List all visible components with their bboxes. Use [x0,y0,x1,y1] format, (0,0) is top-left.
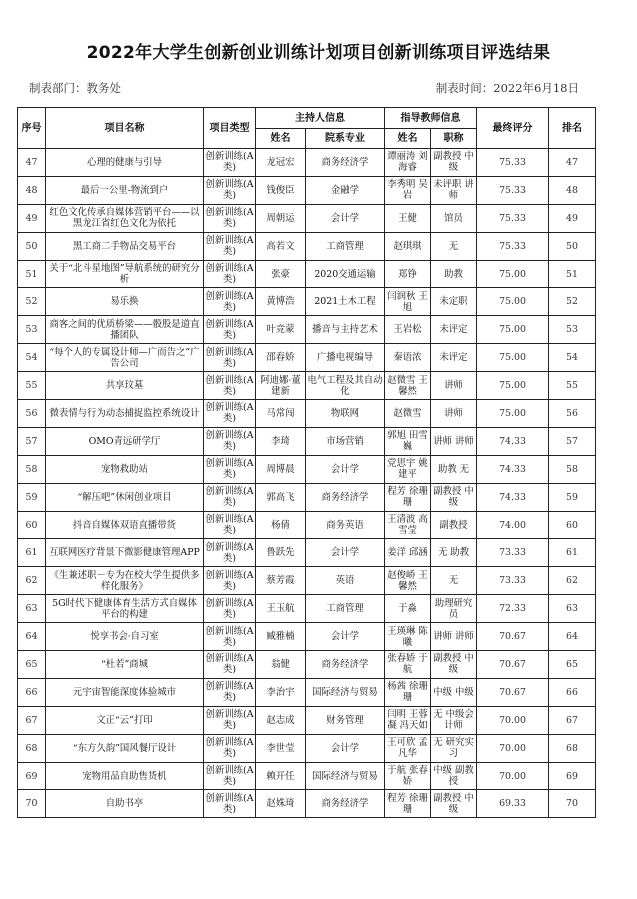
row-host-name: 黄博浩 [256,288,306,316]
row-host-major: 播音与主持艺术 [306,316,385,344]
row-advisor-title: 助理研究员 [431,595,477,623]
row-host-name: 高若文 [256,232,306,260]
row-host-major: 会计学 [306,204,385,232]
table-row [18,316,596,344]
header-host-info: 主持人信息 [256,108,385,129]
header-host-name: 姓名 [256,129,306,149]
row-project-type: 创新训练(A类) [204,204,256,232]
row-host-name: 蔡芳霞 [256,567,306,595]
row-advisor-name: 赵微雪 王馨然 [385,372,431,400]
row-rank: 62 [549,567,596,595]
table-row [18,232,596,260]
row-rank: 60 [549,511,596,539]
results-table [17,107,596,818]
row-seq: 69 [18,762,46,790]
header-score: 最终评分 [477,108,549,149]
row-project-type: 创新训练(A类) [204,651,256,679]
row-host-major: 会计学 [306,455,385,483]
table-row [18,204,596,232]
row-host-major: 商务经济学 [306,790,385,818]
row-rank: 53 [549,316,596,344]
row-project-type: 创新训练(A类) [204,483,256,511]
row-seq: 56 [18,400,46,428]
row-rank: 64 [549,623,596,651]
row-advisor-title: 中级 副教授 [431,762,477,790]
header-project-type: 项目类型 [204,108,256,149]
row-project-type: 创新训练(A类) [204,706,256,734]
row-score: 75.33 [477,232,549,260]
table-row [18,790,596,818]
row-advisor-name: 党思宇 姚建平 [385,455,431,483]
row-score: 74.33 [477,455,549,483]
table-row [18,623,596,651]
row-host-name: 鲁跃先 [256,539,306,567]
table-row [18,595,596,623]
header-seq: 序号 [18,108,46,149]
row-seq: 59 [18,483,46,511]
row-score: 73.33 [477,567,549,595]
row-advisor-title: 副教授 中级 [431,483,477,511]
table-row [18,734,596,762]
row-rank: 59 [549,483,596,511]
row-host-name: 周博晨 [256,455,306,483]
row-rank: 66 [549,678,596,706]
row-score: 75.00 [477,316,549,344]
row-rank: 70 [549,790,596,818]
row-host-name: 赵姝琦 [256,790,306,818]
row-host-name: 翁健 [256,651,306,679]
row-project-name: OMO青远研学厅 [46,427,204,455]
row-advisor-title: 讲师 [431,400,477,428]
row-project-name: 悦享书会·自习室 [46,623,204,651]
table-row [18,260,596,288]
row-score: 70.00 [477,706,549,734]
row-host-name: 龙冠宏 [256,149,306,177]
row-seq: 70 [18,790,46,818]
row-advisor-name: 郭旭 田雪巍 [385,427,431,455]
row-score: 75.33 [477,176,549,204]
header-advisor-title: 职称 [431,129,477,149]
row-project-name: 黑工商二手物品交易平台 [46,232,204,260]
row-project-name: 商客之间的优质桥梁——骰股是道直播团队 [46,316,204,344]
row-rank: 58 [549,455,596,483]
row-seq: 47 [18,149,46,177]
row-advisor-name: 王健 [385,204,431,232]
table-row [18,344,596,372]
row-rank: 61 [549,539,596,567]
row-project-name: 关于“北斗星地图”导航系统的研究分析 [46,260,204,288]
row-score: 75.00 [477,344,549,372]
row-rank: 65 [549,651,596,679]
table-row [18,567,596,595]
row-project-type: 创新训练(A类) [204,232,256,260]
row-advisor-name: 郑铮 [385,260,431,288]
table-row [18,706,596,734]
row-score: 74.33 [477,483,549,511]
row-advisor-title: 未评职 讲师 [431,176,477,204]
row-advisor-title: 副教授 中级 [431,651,477,679]
table-row [18,149,596,177]
row-advisor-title: 助教 [431,260,477,288]
row-score: 70.67 [477,678,549,706]
row-rank: 47 [549,149,596,177]
row-advisor-name: 谭丽涛 刘海睿 [385,149,431,177]
row-seq: 67 [18,706,46,734]
row-project-name: 易乐换 [46,288,204,316]
row-project-type: 创新训练(A类) [204,149,256,177]
row-project-type: 创新训练(A类) [204,455,256,483]
row-project-type: 创新训练(A类) [204,316,256,344]
row-seq: 66 [18,678,46,706]
row-score: 69.33 [477,790,549,818]
row-advisor-name: 于淼 [385,595,431,623]
row-host-major: 财务管理 [306,706,385,734]
row-rank: 63 [549,595,596,623]
table-row [18,651,596,679]
row-project-type: 创新训练(A类) [204,344,256,372]
table-row [18,372,596,400]
row-host-major: 2021土木工程 [306,288,385,316]
row-seq: 63 [18,595,46,623]
row-advisor-name: 闫润秋 王旭 [385,288,431,316]
row-project-name: 心理的健康与引导 [46,149,204,177]
row-advisor-name: 赵微雪 [385,400,431,428]
row-advisor-title: 无 研究实习 [431,734,477,762]
row-host-major: 金融学 [306,176,385,204]
row-host-major: 广播电视编导 [306,344,385,372]
row-host-name: 臧雅楠 [256,623,306,651]
row-score: 70.00 [477,762,549,790]
row-score: 70.00 [477,734,549,762]
row-score: 74.00 [477,511,549,539]
row-project-type: 创新训练(A类) [204,539,256,567]
row-host-name: 钱俊臣 [256,176,306,204]
row-score: 75.00 [477,288,549,316]
row-advisor-title: 未评定 [431,316,477,344]
row-advisor-name: 赵俊峤 王馨然 [385,567,431,595]
row-host-name: 叶竞蒙 [256,316,306,344]
row-host-name: 邵春娇 [256,344,306,372]
row-advisor-title: 助教 无 [431,455,477,483]
table-row [18,427,596,455]
row-advisor-name: 程芳 徐珊珊 [385,483,431,511]
row-host-major: 商务经济学 [306,149,385,177]
row-project-name: “每个人的专属设计师—广而告之”广告公司 [46,344,204,372]
table-body [18,149,596,818]
table-row [18,288,596,316]
row-advisor-name: 闫明 王蓉凝 冯天如 [385,706,431,734]
row-project-type: 创新训练(A类) [204,511,256,539]
row-host-name: 马常闯 [256,400,306,428]
header-project-name: 项目名称 [46,108,204,149]
row-project-type: 创新训练(A类) [204,567,256,595]
table-row [18,511,596,539]
row-project-type: 创新训练(A类) [204,260,256,288]
row-advisor-name: 姜洋 邱涵 [385,539,431,567]
row-advisor-title: 讲师 讲师 [431,623,477,651]
row-advisor-name: 王岩松 [385,316,431,344]
row-host-name: 赵志成 [256,706,306,734]
row-score: 75.00 [477,372,549,400]
row-project-type: 创新训练(A类) [204,595,256,623]
row-host-major: 2020交通运输 [306,260,385,288]
row-project-name: 抖音自媒体双语直播带货 [46,511,204,539]
row-host-major: 会计学 [306,623,385,651]
row-project-name: 宠物用品自助售货机 [46,762,204,790]
row-seq: 65 [18,651,46,679]
row-rank: 69 [549,762,596,790]
row-score: 74.33 [477,427,549,455]
row-advisor-title: 馆员 [431,204,477,232]
row-advisor-title: 未评定 [431,344,477,372]
row-project-name: 宠物救助站 [46,455,204,483]
row-advisor-name: 秦语浓 [385,344,431,372]
row-advisor-name: 李秀明 吴岩 [385,176,431,204]
row-rank: 54 [549,344,596,372]
row-score: 73.33 [477,539,549,567]
row-project-name: 微表情与行为动态捕捉监控系统设计 [46,400,204,428]
row-host-name: 王玉航 [256,595,306,623]
row-project-type: 创新训练(A类) [204,762,256,790]
row-seq: 61 [18,539,46,567]
row-seq: 60 [18,511,46,539]
row-rank: 55 [549,372,596,400]
row-advisor-name: 张春娇 于航 [385,651,431,679]
row-host-major: 英语 [306,567,385,595]
row-seq: 68 [18,734,46,762]
row-project-name: “杜若”商城 [46,651,204,679]
table-row [18,455,596,483]
row-seq: 54 [18,344,46,372]
row-advisor-title: 讲师 讲师 [431,427,477,455]
row-rank: 67 [549,706,596,734]
row-score: 70.67 [477,623,549,651]
row-score: 72.33 [477,595,549,623]
row-score: 75.33 [477,204,549,232]
row-advisor-name: 于航 张春娇 [385,762,431,790]
table-row [18,678,596,706]
header-host-major: 院系专业 [306,129,385,149]
row-project-name: 共享玟墓 [46,372,204,400]
row-rank: 48 [549,176,596,204]
row-project-type: 创新训练(A类) [204,790,256,818]
row-project-name: 红色文化传承自媒体营销平台——以黑龙江省红色文化为依托 [46,204,204,232]
row-rank: 50 [549,232,596,260]
row-host-major: 物联网 [306,400,385,428]
row-host-name: 郭高飞 [256,483,306,511]
row-advisor-name: 程芳 徐珊珊 [385,790,431,818]
row-seq: 55 [18,372,46,400]
row-host-name: 李治宇 [256,678,306,706]
row-rank: 56 [549,400,596,428]
department-label: 制表部门：教务处 [29,81,121,95]
row-score: 75.00 [477,260,549,288]
row-project-type: 创新训练(A类) [204,734,256,762]
row-project-type: 创新训练(A类) [204,176,256,204]
row-host-major: 市场营销 [306,427,385,455]
row-advisor-title: 无 [431,232,477,260]
row-host-major: 电气工程及其自动化 [306,372,385,400]
row-host-major: 会计学 [306,539,385,567]
header-advisor-info: 指导教师信息 [385,108,477,129]
row-rank: 68 [549,734,596,762]
row-host-name: 阿迪娜·董建新 [256,372,306,400]
row-advisor-title: 中级 中级 [431,678,477,706]
row-seq: 53 [18,316,46,344]
table-row [18,483,596,511]
table-row [18,539,596,567]
row-advisor-title: 讲师 [431,372,477,400]
row-seq: 49 [18,204,46,232]
row-project-name: 互联网医疗背景下微影健康管理APP [46,539,204,567]
row-host-major: 国际经济与贸易 [306,678,385,706]
table-row [18,400,596,428]
row-advisor-title: 无 中级会计师 [431,706,477,734]
row-host-name: 李世莹 [256,734,306,762]
row-seq: 57 [18,427,46,455]
row-project-type: 创新训练(A类) [204,427,256,455]
header-advisor-name: 姓名 [385,129,431,149]
row-advisor-name: 赵琪琪 [385,232,431,260]
row-seq: 58 [18,455,46,483]
row-advisor-name: 杨茜 徐珊珊 [385,678,431,706]
row-project-name: “解压吧”休闲创业项目 [46,483,204,511]
row-project-name: 元宇宙智能深度体验城市 [46,678,204,706]
row-seq: 52 [18,288,46,316]
table-row [18,762,596,790]
row-score: 75.00 [477,400,549,428]
row-project-type: 创新训练(A类) [204,372,256,400]
row-advisor-title: 副教授 中级 [431,790,477,818]
table-row [18,176,596,204]
row-host-major: 商务经济学 [306,483,385,511]
row-host-major: 工商管理 [306,232,385,260]
row-host-major: 工商管理 [306,595,385,623]
row-project-type: 创新训练(A类) [204,678,256,706]
row-score: 75.33 [477,149,549,177]
row-advisor-name: 王瑛琳 陈曦 [385,623,431,651]
row-host-name: 杨倩 [256,511,306,539]
row-rank: 51 [549,260,596,288]
row-host-major: 商务经济学 [306,651,385,679]
date-label: 制表时间：2022年6月18日 [435,81,579,95]
row-project-type: 创新训练(A类) [204,400,256,428]
row-host-major: 会计学 [306,734,385,762]
row-advisor-title: 副教授 中级 [431,149,477,177]
row-seq: 50 [18,232,46,260]
row-seq: 51 [18,260,46,288]
row-project-name: “东方久韵”国风餐厅设计 [46,734,204,762]
row-rank: 52 [549,288,596,316]
row-project-name: 自助书亭 [46,790,204,818]
row-project-name: 文正“云”打印 [46,706,204,734]
row-project-name: 《生兼述职－专为在校大学生提供多样化服务》 [46,567,204,595]
row-score: 70.67 [477,651,549,679]
row-project-type: 创新训练(A类) [204,288,256,316]
header-rank: 排名 [549,108,596,149]
row-seq: 64 [18,623,46,651]
row-advisor-title: 未定职 [431,288,477,316]
row-host-name: 李琦 [256,427,306,455]
row-host-major: 商务英语 [306,511,385,539]
row-host-name: 张豪 [256,260,306,288]
row-advisor-title: 副教授 [431,511,477,539]
row-seq: 62 [18,567,46,595]
row-rank: 49 [549,204,596,232]
row-rank: 57 [549,427,596,455]
row-advisor-title: 无 助教 [431,539,477,567]
row-project-name: 5G时代下健康体育生活方式自媒体平台的构建 [46,595,204,623]
row-advisor-name: 王清波 高雪莹 [385,511,431,539]
row-project-name: 最后一公里-物流到户 [46,176,204,204]
row-host-major: 国际经济与贸易 [306,762,385,790]
row-host-name: 周朝运 [256,204,306,232]
row-advisor-title: 无 [431,567,477,595]
row-project-type: 创新训练(A类) [204,623,256,651]
page-title: 2022年大学生创新创业训练计划项目创新训练项目评选结果 [86,43,551,63]
row-seq: 48 [18,176,46,204]
row-host-name: 赖开任 [256,762,306,790]
row-advisor-name: 王可欣 孟凡华 [385,734,431,762]
